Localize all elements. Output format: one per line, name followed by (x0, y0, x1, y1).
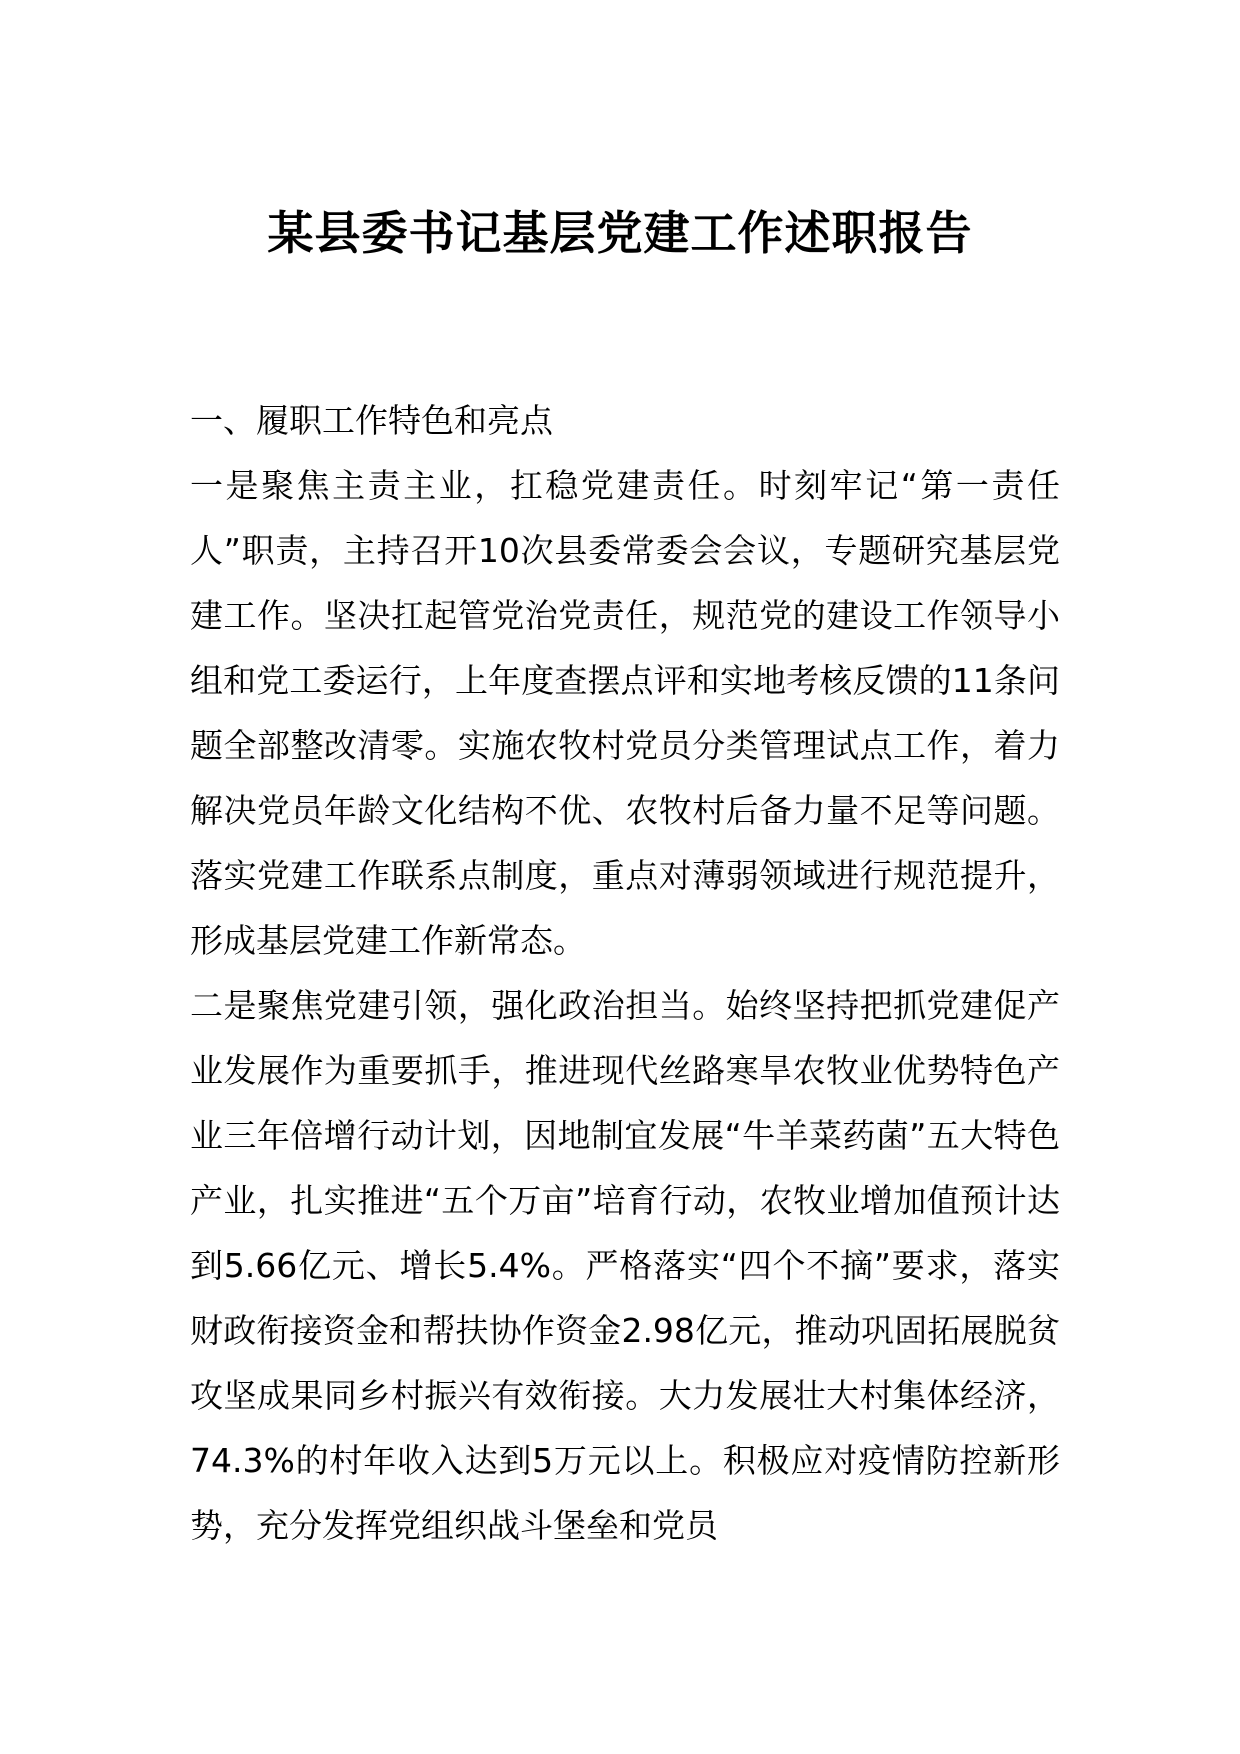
section-heading: 一、履职工作特色和亮点 (190, 401, 553, 440)
paragraph-1: 一是聚焦主责主业，扛稳党建责任。时刻牢记“第一责任人”职责，主持召开10次县委常委会会议，专题研究基层党建工作。坚决扛起管党治党责任，规范党的建设工作领导小组和党工委运行，上年度查摆点评和实地考核反馈的11条问题全部整改清零。实施农牧村党员分类管理试点工作，着力解决党员年龄文化结构不优、农牧村后备力量不足等问题。落实党建工作联系点制度，重点对薄弱领域进行规范提升，形成基层党建工作新常态。 (190, 466, 1060, 960)
document-title: 某县委书记基层党建工作述职报告 (267, 206, 973, 260)
paragraph-2: 二是聚焦党建引领，强化政治担当。始终坚持把抓党建促产业发展作为重要抓手，推进现代丝路寒旱农牧业优势特色产业三年倍增行动计划，因地制宜发展“牛羊菜药菌”五大特色产业，扎实推进“五个万亩”培育行动，农牧业增加值预计达到5.66亿元、增长5.4%。严格落实“四个不摘”要求，落实财政衔接资金和帮扶协作资金2.98亿元，推动巩固拓展脱贫攻坚成果同乡村振兴有效衔接。大力发展壮大村集体经济，74.3%的村年收入达到5万元以上。积极应对疫情防控新形势，充分发挥党组织战斗堡垒和党员 (190, 986, 1060, 1545)
document-body (190, 388, 1060, 1558)
